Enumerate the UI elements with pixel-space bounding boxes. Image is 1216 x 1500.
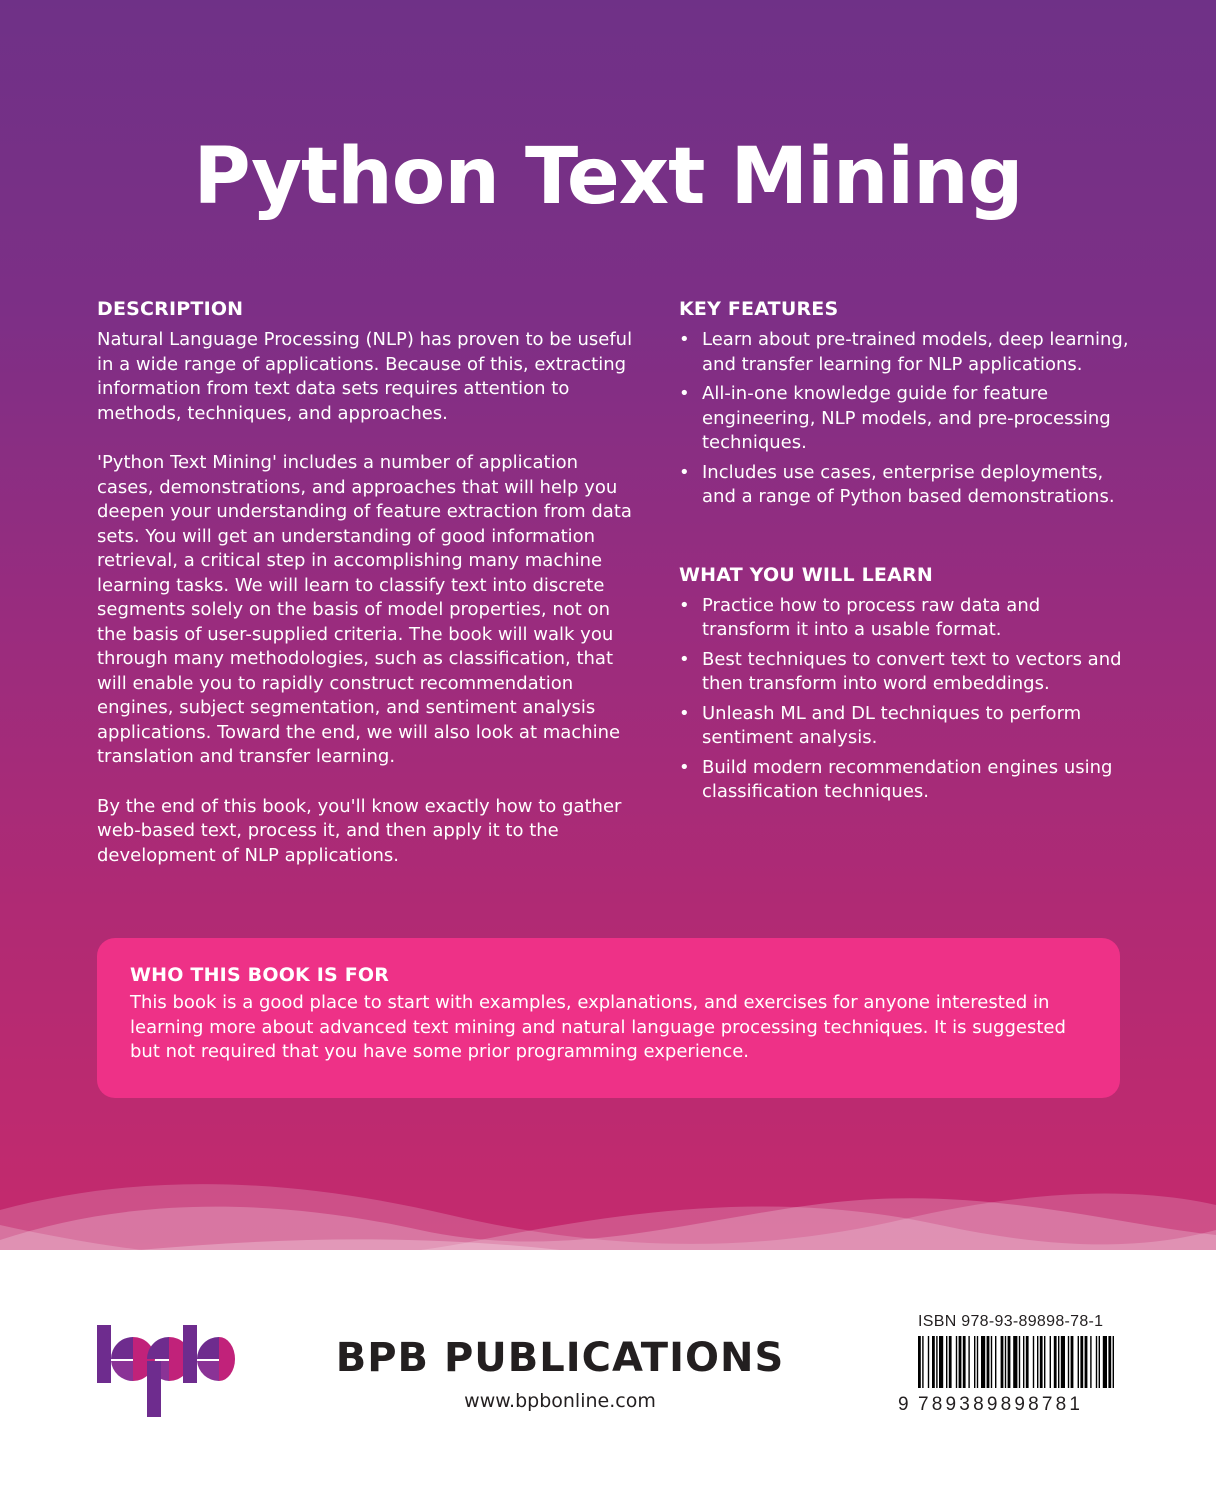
list-item <box>679 461 1129 510</box>
bullet-icon: • <box>679 383 690 404</box>
list-item <box>679 702 1129 751</box>
list-item-text: All-in-one knowledge guide for feature engineering, NLP models, and pre-processing techniques. <box>702 383 1111 453</box>
barcode-bar <box>959 1336 962 1388</box>
barcode-bar <box>1005 1336 1006 1388</box>
barcode-bar <box>1037 1336 1038 1388</box>
book-title: Python Text Mining <box>193 132 1023 222</box>
what-you-will-learn-heading: WHAT YOU WILL LEARN <box>679 563 933 586</box>
list-item-text: Unleash ML and DL techniques to perform sentiment analysis. <box>702 702 1082 748</box>
barcode-bar <box>1050 1336 1051 1388</box>
barcode-bar <box>1068 1336 1069 1388</box>
barcode-bar <box>1033 1336 1034 1388</box>
description-paragraph-3: By the end of this book, you'll know exactly how to gather web-based text, process it, and then apply it to the development of NLP applications. <box>97 795 622 866</box>
barcode-bar <box>995 1336 996 1388</box>
bullet-icon: • <box>679 329 690 350</box>
list-item-text: Build modern recommendation engines using classification techniques. <box>702 756 1113 802</box>
barcode-bar <box>1080 1336 1083 1388</box>
what-you-will-learn-list <box>679 594 1129 805</box>
key-features-list <box>679 328 1129 510</box>
list-item <box>679 328 1129 377</box>
barcode-bar <box>946 1336 947 1388</box>
barcode-icon <box>898 1336 1116 1388</box>
barcode-bar <box>1054 1336 1057 1388</box>
barcode-bar <box>1103 1336 1107 1388</box>
barcode-bar <box>977 1336 978 1388</box>
bpb-logo-icon <box>97 1325 235 1417</box>
barcode-bar <box>1061 1336 1065 1388</box>
barcode-bar <box>1085 1336 1088 1388</box>
barcode-bar <box>936 1336 937 1388</box>
description-heading: DESCRIPTION <box>97 298 244 320</box>
barcode-bar <box>939 1336 943 1388</box>
barcode-bar <box>1058 1336 1059 1388</box>
bullet-icon: • <box>679 594 690 616</box>
barcode-bar <box>1019 1336 1020 1388</box>
barcode-bar <box>963 1336 966 1388</box>
list-item-text: Best techniques to convert text to vectors and then transform into word embeddings. <box>702 648 1122 694</box>
barcode-bar <box>922 1336 923 1388</box>
barcode-bar <box>968 1336 969 1388</box>
barcode-bar <box>1044 1336 1045 1388</box>
barcode-bar <box>918 1336 921 1388</box>
barcode-bar <box>1099 1336 1100 1388</box>
description-paragraph-2: 'Python Text Mining' includes a number of application cases, demonstrations, and approaches that will help you deepen your understanding of feature extraction from data sets. You will get an understanding of good information retrieval, a critical step in accomplishing many machine learning tasks. We will learn to classify text into discrete segments solely on the basis of model properties, not on the basis of user-supplied criteria. The book will walk you through many methodologies, such as classification, that will enable you to rapidly construct recommendation engines, subject segmentation, and sentiment analysis applications. Toward the end, we will also look at machine translation and transfer learning. <box>97 452 632 767</box>
bullet-icon: • <box>679 648 690 670</box>
list-item <box>679 756 1129 805</box>
barcode-bar <box>956 1336 957 1388</box>
barcode-digits: 789389898781 <box>918 1394 1084 1415</box>
barcode-first-digit: 9 <box>898 1394 912 1415</box>
barcode-bar <box>1001 1336 1004 1388</box>
decorative-waves <box>0 1170 1216 1250</box>
who-this-book-is-for-heading: WHO THIS BOOK IS FOR <box>130 964 390 986</box>
bullet-icon: • <box>679 702 690 724</box>
barcode-bar <box>1023 1336 1024 1388</box>
list-item-text: Practice how to process raw data and transform it into a usable format. <box>702 594 1041 640</box>
barcode-bar <box>981 1336 985 1388</box>
barcode-bar <box>974 1336 975 1388</box>
key-features-heading: KEY FEATURES <box>679 298 839 320</box>
barcode-bar <box>1071 1336 1074 1388</box>
list-item <box>679 594 1129 643</box>
isbn-label: ISBN 978-93-89898-78-1 <box>918 1313 1104 1330</box>
barcode-bar <box>932 1336 935 1388</box>
who-this-book-is-for-box <box>97 938 1120 1098</box>
barcode-bar <box>1008 1336 1011 1388</box>
barcode-bar <box>1078 1336 1079 1388</box>
barcode-bar <box>1108 1336 1111 1388</box>
description-section <box>97 296 637 893</box>
bullet-icon: • <box>679 756 690 778</box>
publisher-name: BPB PUBLICATIONS <box>335 1335 785 1381</box>
list-item-text: Learn about pre-trained models, deep learning, and transfer learning for NLP applications. <box>702 329 1129 375</box>
barcode-bar <box>1026 1336 1029 1388</box>
barcode-bar <box>1090 1336 1091 1388</box>
barcode-bar <box>1013 1336 1017 1388</box>
publisher-website: www.bpbonline.com <box>464 1390 656 1412</box>
barcode-bar <box>949 1336 952 1388</box>
list-item-text: Includes use cases, enterprise deployments, and a range of Python based demonstrations. <box>702 461 1115 507</box>
description-paragraph-1: Natural Language Processing (NLP) has proven to be useful in a wide range of applications. Because of this, extracting information from text data sets requires attention to methods, techniques, and approaches. <box>97 329 633 424</box>
features-column <box>679 296 1129 810</box>
list-item <box>679 648 1129 697</box>
barcode-bar <box>1040 1336 1043 1388</box>
list-item <box>679 382 1129 456</box>
who-this-book-is-for-text: This book is a good place to start with examples, explanations, and exercises for anyone interested in learning more about advanced text mining and natural language processing techniques. It is suggested but not required that you have some prior programming experience. <box>130 992 1066 1062</box>
barcode-bar <box>991 1336 992 1388</box>
barcode-bar <box>928 1336 929 1388</box>
barcode-bar <box>1096 1336 1097 1388</box>
barcode-bar <box>1113 1336 1114 1388</box>
bullet-icon: • <box>679 461 690 483</box>
barcode-bar <box>987 1336 990 1388</box>
